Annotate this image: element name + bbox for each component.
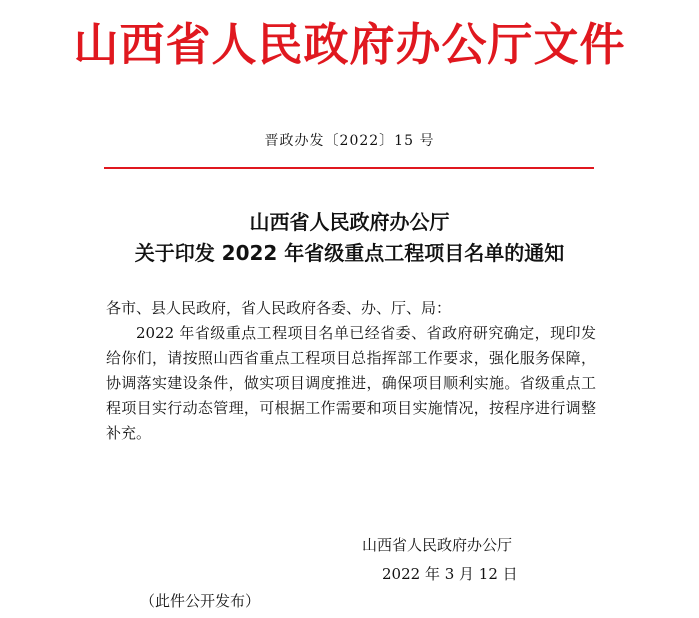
document-number: 晋政办发〔2022〕15 号 [264,133,435,149]
notice-body [106,296,596,446]
document-header-title: 山西省人民政府办公厅文件 [73,18,626,71]
notice-title-line-1: 山西省人民政府办公厅 [249,210,450,234]
signature-organization: 山西省人民政府办公厅 [362,536,513,554]
signature-date: 2022 年 3 月 12 日 [382,565,518,583]
publication-note: （此件公开发布） [140,592,261,610]
salutation: 各市、县人民政府，省人民政府各委、办、厅、局： [106,299,452,317]
red-separator-line [104,167,594,169]
notice-title-line-2: 关于印发 2022 年省级重点工程项目名单的通知 [134,241,565,265]
notice-title [0,207,699,269]
notice-paragraph: 2022 年省级重点工程项目名单已经省委、省政府研究确定，现印发给你们，请按照山西省重点工程项目总指挥部工作要求，强化服务保障，协调落实建设条件，做实项目调度推进，确保项目顺利实施。省级重点工程项目实行动态管理，可根据工作需要和项目实施情况，按程序进行调整补充。 [106,324,596,442]
